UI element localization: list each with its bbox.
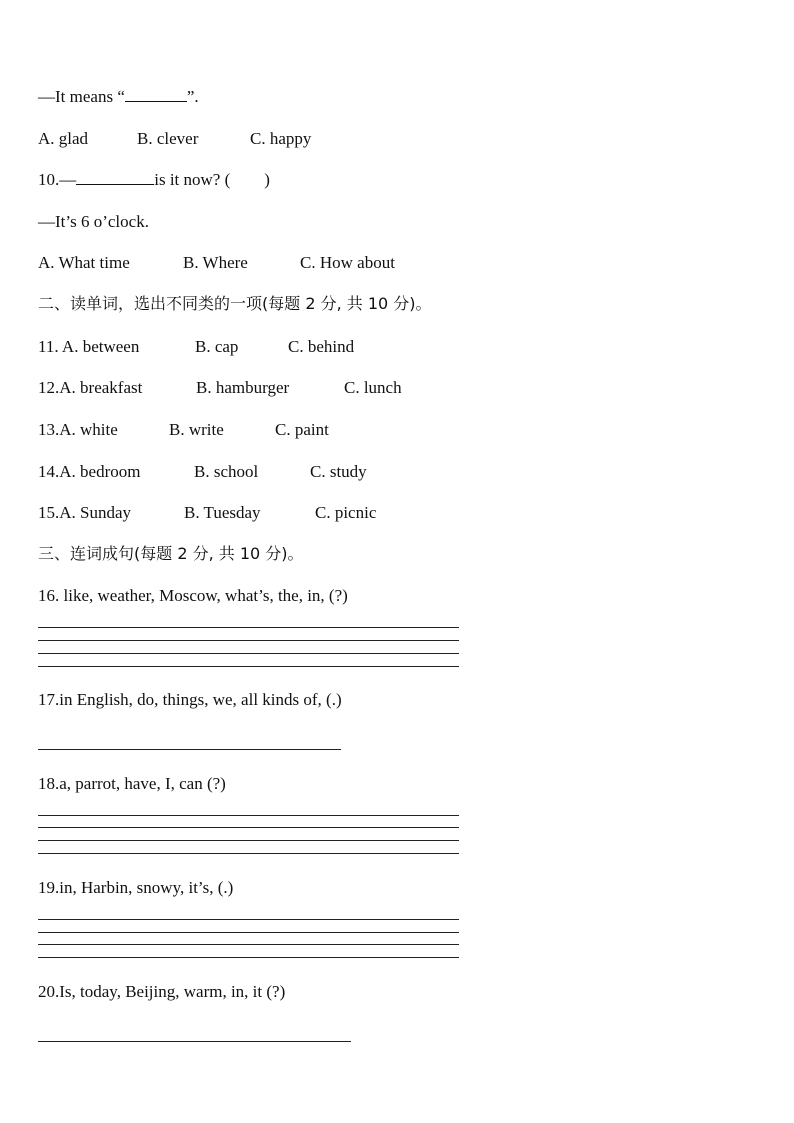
- q20-prompt: 20.Is, today, Beijing, warm, in, it (?): [38, 982, 286, 1001]
- q14-option-b[interactable]: B. school: [194, 462, 259, 481]
- q13-option-a[interactable]: 13.A. white: [38, 420, 118, 439]
- q17-answer-line[interactable]: [38, 749, 341, 750]
- q9-answer-start: —It means “: [38, 87, 125, 106]
- q9-blank[interactable]: [125, 86, 187, 102]
- section3-title: 三、连词成句(每题 2 分, 共 10 分)。: [38, 544, 304, 563]
- q15-option-b[interactable]: B. Tuesday: [184, 503, 261, 522]
- q18-writing-line-2[interactable]: [38, 827, 459, 828]
- q14-row: [38, 461, 367, 483]
- q12-option-a[interactable]: 12.A. breakfast: [38, 378, 143, 397]
- q11-option-c[interactable]: C. behind: [288, 337, 355, 356]
- q20-answer-line[interactable]: [38, 1041, 351, 1042]
- q12-option-b[interactable]: B. hamburger: [196, 378, 290, 397]
- q16-writing-line-2[interactable]: [38, 640, 459, 641]
- q9-answer-end: ”.: [186, 87, 199, 106]
- q12-row: [38, 377, 402, 399]
- q10-number: 10.—: [38, 170, 77, 189]
- q10-option-b[interactable]: B. Where: [183, 253, 248, 272]
- q11-row: [38, 336, 354, 358]
- q10-text: is it now? (: [154, 170, 231, 189]
- q19-writing-line-4[interactable]: [38, 957, 459, 958]
- q9-answer-line: [38, 86, 199, 108]
- q18-prompt: 18.a, parrot, have, I, can (?): [38, 774, 226, 793]
- q12-option-c[interactable]: C. lunch: [344, 378, 402, 397]
- q18-writing-line-3[interactable]: [38, 840, 459, 841]
- q13-row: [38, 419, 329, 441]
- q13-option-c[interactable]: C. paint: [275, 420, 329, 439]
- q19-writing-line-3[interactable]: [38, 944, 459, 945]
- q13-option-b[interactable]: B. write: [169, 420, 224, 439]
- q10-option-a[interactable]: A. What time: [38, 253, 130, 272]
- q11-option-b[interactable]: B. cap: [195, 337, 239, 356]
- q16-writing-line-1[interactable]: [38, 627, 459, 628]
- q10-options: [38, 252, 395, 274]
- q15-option-c[interactable]: C. picnic: [315, 503, 377, 522]
- q19-writing-line-2[interactable]: [38, 932, 459, 933]
- q15-row: [38, 502, 376, 524]
- q18-writing-line-1[interactable]: [38, 815, 459, 816]
- section2-title: 二、读单词，选出不同类的一项(每题 2 分, 共 10 分)。: [38, 294, 432, 313]
- q10-question: [38, 169, 270, 191]
- q16-writing-line-4[interactable]: [38, 666, 459, 667]
- q18-writing-line-4[interactable]: [38, 853, 459, 854]
- q15-option-a[interactable]: 15.A. Sunday: [38, 503, 132, 522]
- q9-option-c[interactable]: C. happy: [250, 129, 312, 148]
- q10-answer: —It’s 6 o’clock.: [38, 212, 149, 231]
- q16-writing-line-3[interactable]: [38, 653, 459, 654]
- q16-prompt: 16. like, weather, Moscow, what’s, the, in, (?): [38, 586, 348, 605]
- q14-option-c[interactable]: C. study: [310, 462, 367, 481]
- q19-prompt: 19.in, Harbin, snowy, it’s, (.): [38, 878, 234, 897]
- q10-close-paren: ): [264, 170, 270, 189]
- q9-option-a[interactable]: A. glad: [38, 129, 89, 148]
- q10-option-c[interactable]: C. How about: [300, 253, 395, 272]
- q11-option-a[interactable]: 11. A. between: [38, 337, 140, 356]
- q10-blank[interactable]: [76, 169, 154, 185]
- q9-options: [38, 128, 311, 150]
- q17-prompt: 17.in English, do, things, we, all kinds of, (.): [38, 690, 342, 709]
- q19-writing-line-1[interactable]: [38, 919, 459, 920]
- q14-option-a[interactable]: 14.A. bedroom: [38, 462, 141, 481]
- q9-option-b[interactable]: B. clever: [137, 129, 199, 148]
